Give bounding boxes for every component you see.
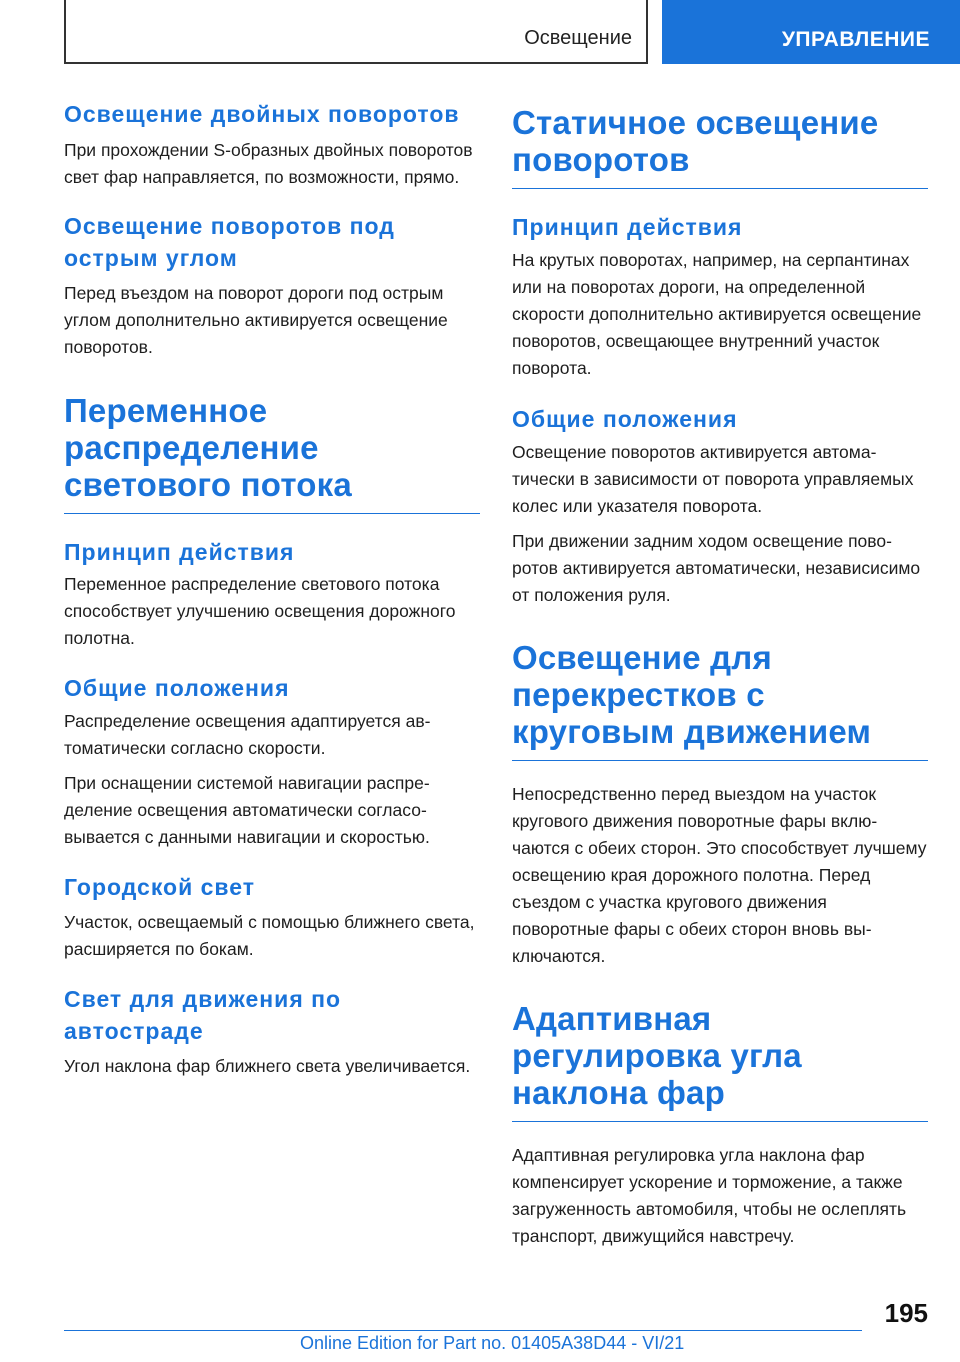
paragraph: Перед въездом на поворот дороги под острым углом дополнительно активируется освещение поворотов.: [64, 283, 448, 357]
subheading-general: Общие положения: [64, 675, 290, 701]
paragraph: На крутых поворотах, например, на серпантинах или на поворотах дороги, на определенной скорости дополнительно активируется освещение поворотов, освещающее внутренний участок поворота.: [512, 250, 922, 378]
heading-adaptive-headlight-range: Адаптивная регулировка угла наклона фар: [512, 1000, 928, 1122]
heading-static-cornering-light: Статичное освещение поворотов: [512, 104, 928, 189]
heading-variable-light-distribution: Переменное распределение светового потока: [64, 392, 480, 514]
subheading-principle: Принцип действия: [512, 214, 743, 240]
heading-roundabout-light: Освещение для перекрестков с круговым движением: [512, 639, 928, 761]
section-title-city-light: Городской свет: [64, 874, 255, 900]
footer-divider: [64, 1330, 862, 1331]
section-title-motorway-light: Свет для движения по автостраде: [64, 986, 342, 1044]
paragraph: При движении задним ходом освещение поворотов активируется автоматически, независисимо от положения руля.: [512, 531, 921, 605]
paragraph: При оснащении системой навигации распределение освещения автоматически согласовывается с данными навигации и скоростью.: [64, 773, 430, 847]
header-chapter-tab: [662, 0, 960, 64]
subheading-principle: Принцип действия: [64, 539, 295, 565]
section-title-double-turns: Освещение двойных поворотов: [64, 101, 460, 127]
paragraph: Непосредственно перед выездом на участок кругового движения поворотные фары включаются с обеих сторон. Это способствует лучшему освещению края дорожного полотна. Перед съездом с участка кругового движения поворотные фары с обеих сторон вновь выключаются.: [512, 784, 927, 966]
section-title-sharp-turns: Освещение поворотов под острым углом: [64, 213, 395, 271]
header-chapter-title: УПРАВЛЕНИЕ: [781, 28, 930, 51]
subheading-general: Общие положения: [512, 406, 738, 432]
paragraph: Освещение поворотов активируется автоматически в зависимости от поворота управляемых колес или указателя поворота.: [512, 442, 914, 516]
right-column: [512, 104, 928, 1250]
page-number: 195: [884, 1298, 928, 1328]
header-section-title: Освещение: [524, 27, 632, 49]
paragraph: Переменное распределение светового потока способствует улучшению освещения дорожного полотна.: [64, 574, 456, 648]
paragraph: Адаптивная регулировка угла наклона фар компенсирует ускорение и торможение, а также загруженность автомобиля, чтобы не ослеплять транспорт, движущийся навстречу.: [512, 1145, 907, 1246]
edition-info: Online Edition for Part no. 01405A38D44 - VI/21: [300, 1333, 685, 1353]
paragraph: Распределение освещения адаптируется автоматически согласно скорости.: [64, 711, 431, 758]
paragraph: Угол наклона фар ближнего света увеличивается.: [64, 1056, 471, 1076]
header-section-tab: [64, 0, 648, 64]
paragraph: Участок, освещаемый с помощью ближнего света, расширяется по бокам.: [64, 912, 475, 959]
paragraph: При прохождении S-образных двойных поворотов свет фар направляется, по возможности, прямо.: [64, 140, 473, 187]
left-column: [64, 98, 480, 1080]
